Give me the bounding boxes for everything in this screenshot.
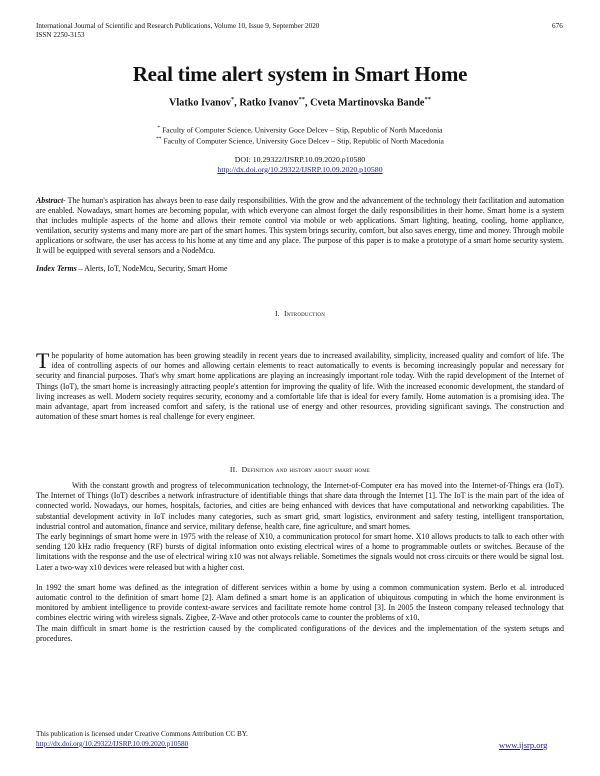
- page-number: 676: [552, 22, 563, 30]
- index-terms-label: Index Terms: [36, 264, 77, 273]
- author-mark: *: [231, 96, 235, 103]
- license-text: This publication is licensed under Creative Commons Attribution CC BY.: [36, 730, 248, 738]
- section-title: Definition and history about smart home: [241, 465, 371, 474]
- author-list: Vlatko Ivanov*, Ratko Ivanov**, Cveta Martinovska Bande**: [169, 96, 431, 109]
- section-heading-definition: [0, 465, 600, 474]
- affiliation-line: [0, 135, 600, 146]
- abstract-label: Abstract-: [36, 196, 66, 205]
- body-paragraph: The main difficult in smart home is the restriction caused by the complicated configurations of the devices and the implementation of the system setups and procedures.: [36, 623, 564, 643]
- section-heading-introduction: [0, 309, 600, 318]
- abstract: [36, 196, 564, 257]
- introduction-text: he popularity of home automation has been growing steadily in recent years due to increased availability, simplicity, increased quality and comfort of life. The idea of controlling aspects of our homes and allowing certain elements to react automatically to events is becoming increasingly popular and necessary for security and financial purposes. That's why smart home applications are playing an increasingly important role today. With the rapid development of the Internet of Things (IoT), the smart home is increasingly attracting people's attention for improving the quality of life. With the increased economic development, the standard of living increases as well. Modern society requires security, economy and a comfortable life that is ideal for every family. Home automation is a promising idea. The main advantage, apart from increased comfort and safety, is the rational use of energy and other resources, providing significant savings. The construction and automation of these smart homes is real challenge for every engineer.: [36, 351, 564, 422]
- journal-header: [36, 22, 319, 40]
- body-paragraph: The early beginnings of smart home were in 1975 with the release of X10, a communication protocol for smart home. X10 allows products to talk to each other with sending 120 kHz radio frequency (RF) bursts of digital information onto existing electrical wires of a home to programmable outlets or switches. Because of the limitations with the response and the use of electrical wiring x10 was not always reliable. Sometimes the signals would not cross circuits or there would be signal lost. Later a two-way x10 devices were released but with a higher cost.: [36, 532, 564, 572]
- definition-body: [36, 481, 564, 644]
- affiliation-text: Faculty of Computer Science, University Goce Delcev – Stip, Republic of North Macedonia: [163, 136, 444, 146]
- body-paragraph: With the constant growth and progress of telecommunication technology, the Internet-of-Computer era has moved into the Internet-of-Things era (IoT). The Internet of Things (IoT) describes a network infrastructure of identifiable things that share data through the Internet [1]. The IoT is the main part of the idea of connected world. Nowadays, our homes, hospitals, factories, and cities are being enhanced with devices that have computational and networking capabilities. The substantial development activity in IoT includes many categories, such as smart grid, smart logistics, environment and safety testing, intelligent transportation, industrial control and automation, finance and service, military defense, health care, fine agriculture, and smart homes.: [36, 481, 564, 531]
- journal-name: International Journal of Scientific and Research Publications, Volume 10, Issue 9, September 2020: [36, 22, 320, 30]
- journal-site-link[interactable]: www.ijsrp.org: [499, 740, 548, 750]
- doi-block: [0, 155, 600, 174]
- section-number: I.: [274, 309, 280, 318]
- drop-cap: T: [36, 348, 50, 373]
- issn: ISSN 2250-3153: [36, 31, 85, 39]
- author-mark: **: [298, 96, 306, 103]
- page-footer: [36, 730, 248, 749]
- abstract-text: The human's aspiration has always been to ease daily responsibilities. With the grow and the advancement of the technology their facilitation and automation are enabled. Nowadays, smart homes are becoming popular, with which everyone can almost forget the daily responsibilities in their home. Smart home is a system that includes multiple aspects of the home and allows their remote control via mobile or web applications. Smart lighting, heating, cooling, home appliance, ventilation, security systems and many more are part of the smart homes. This system brings security, comfort, but also saves energy, time and money. Through mobile applications or software, the user has access to his home at any time and any place. The purpose of this paper is to make a prototype of a smart home security system. It will be equipped with several sensors and a NodeMcu.: [36, 196, 564, 256]
- affiliations: [0, 124, 600, 146]
- affiliation-line: [0, 124, 600, 135]
- author-name: Ratko Ivanov: [239, 97, 299, 109]
- author-mark: **: [424, 96, 431, 103]
- affiliation-mark: **: [156, 136, 162, 143]
- section-title: Introduction: [283, 309, 326, 318]
- doi-link[interactable]: http://dx.doi.org/10.29322/IJSRP.10.09.2020.p10580: [217, 164, 383, 174]
- introduction-body: [36, 348, 564, 422]
- introduction-paragraph: [36, 348, 564, 422]
- paper-title: Real time alert system in Smart Home: [132, 62, 468, 86]
- section-number: II.: [229, 465, 238, 474]
- index-terms-text: – Alerts, IoT, NodeMcu, Security, Smart Home: [76, 264, 228, 273]
- index-terms: [36, 264, 564, 273]
- author-name: Cveta Martinovska Bande: [310, 97, 425, 109]
- footer-doi-link[interactable]: http://dx.doi.org/10.29322/IJSRP.10.09.2020.p10580: [36, 739, 189, 748]
- affiliation-text: Faculty of Computer Science, University Goce Delcev – Stip, Republic of North Macedonia: [162, 125, 443, 135]
- author-name: Vlatko Ivanov: [169, 97, 232, 109]
- doi-label: DOI: 10.29322/IJSRP.10.09.2020.p10580: [234, 155, 366, 164]
- affiliation-mark: *: [157, 125, 161, 131]
- body-paragraph: In 1992 the smart home was defined as the integration of different services within a home by using a common communication system. Berlo et al. introduced automatic control to the definition of smart home [2]. Alam defined a smart home is an application of ubiquitous computing in which the home environment is monitored by ambient intelligence to provide context-aware services and facilitate remote home control [3]. In 2005 the Insteon company released technology that combines electric wiring with wireless signals. Zigbee, Z-Wave and other protocols came to counter the problems of x10.: [36, 582, 564, 623]
